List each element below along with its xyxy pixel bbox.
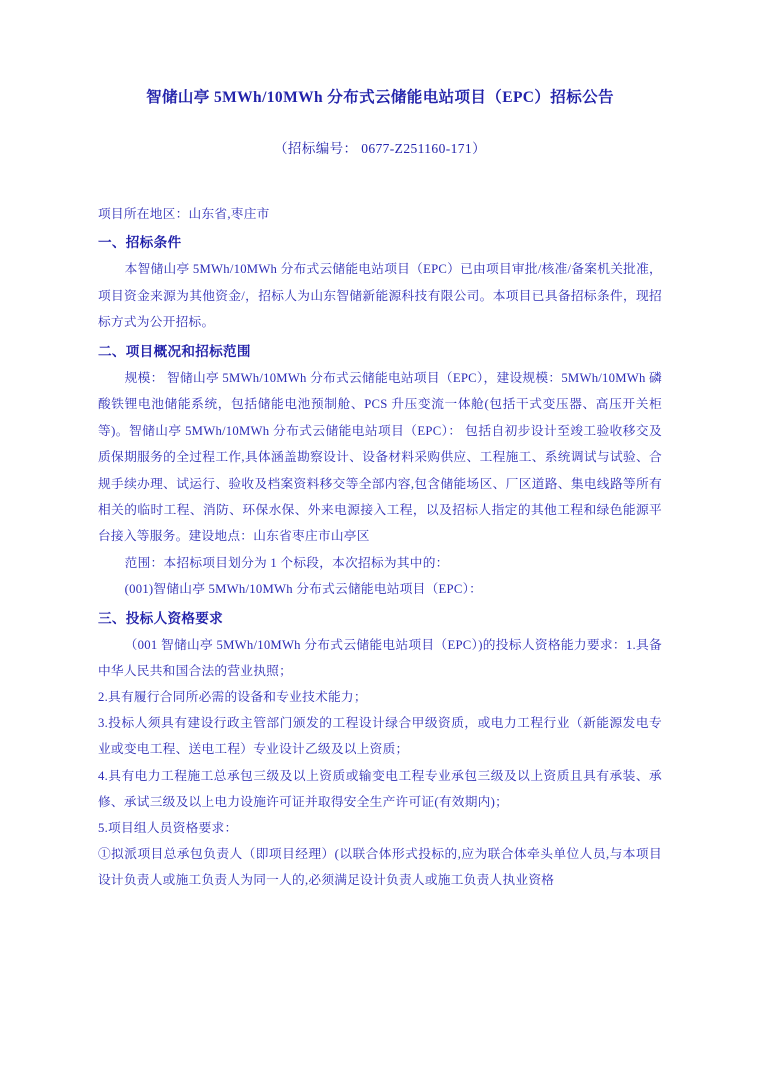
title-spacer [98, 157, 662, 201]
section-2-paragraph-2: 范围：本招标项目划分为 1 个标段，本次招标为其中的： [124, 555, 449, 570]
project-location: 项目所在地区：山东省,枣庄市 [98, 206, 270, 221]
section-3-paragraph-6: ①拟派项目总承包负责人（即项目经理）(以联合体形式投标的,应为联合体牵头单位人员,与本项目设计负责人或施工负责人为同一人的,必须满足设计负责人或施工负责人执业资格 [98, 847, 662, 888]
section-heading-3: 三、投标人资格要求 [98, 610, 224, 626]
section-3-paragraph-5: 5.项目组人员资格要求： [98, 820, 238, 835]
section-3-paragraph-3: 3.投标人须具有建设行政主管部门颁发的工程设计绿合甲级资质，或电力工程行业（新能源发电专业或变电工程、送电工程）专业设计乙级及以上资质； [98, 716, 662, 757]
section-heading-1: 一、招标条件 [98, 235, 182, 251]
section-3-paragraph-2: 2.具有履行合同所必需的设备和专业技术能力； [98, 690, 367, 705]
document-body [98, 86, 662, 893]
section-2-paragraph-1: 规模： 智储山亭 5MWh/10MWh 分布式云储能电站项目（EPC），建设规模：5MWh/10MWh 磷酸铁锂电池储能系统，包括储能电池预制舱、PCS 升压变流一体舱(包括干式变压器、高压开关柜等)。智储山亭 5MWh/10MWh 分布式云储能电站项目（EPC）： 包括自初步设计至竣工验收移交及质保期服务的全过程工作,具体涵盖勘察设计、设备材料采购供应、工程施工、系统调试与试验、合规手续办理、试运行、验收及档案资料移交等全部内容,包含储能场区、厂区道路、集电线路等所有相关的临时工程、消防、环保水保、外来电源接入工程，以及招标人指定的其他工程和绿色能源平台接入等服务。建设地点：山东省枣庄市山亭区 [98, 370, 662, 544]
section-1-paragraph-1: 本智储山亭 5MWh/10MWh 分布式云储能电站项目（EPC）已由项目审批/核准/备案机关批准，项目资金来源为其他资金/，招标人为山东智储新能源科技有限公司。本项目已具备招标条件，现招标方式为公开招标。 [98, 262, 662, 330]
tender-number: （招标编号： 0677-Z251160-171） [274, 140, 486, 156]
section-3-paragraph-4: 4.具有电力工程施工总承包三级及以上资质或输变电工程专业承包三级及以上资质且具有承装、承修、承试三级及以上电力设施许可证并取得安全生产许可证(有效期内)； [98, 768, 662, 809]
page-title: 智储山亭 5MWh/10MWh 分布式云储能电站项目（EPC）招标公告 [146, 89, 614, 106]
section-3-paragraph-1: （001 智储山亭 5MWh/10MWh 分布式云储能电站项目（EPC）)的投标人资格能力要求：1.具备中华人民共和国合法的营业执照； [98, 637, 662, 678]
section-2-paragraph-3: (001)智储山亭 5MWh/10MWh 分布式云储能电站项目（EPC）： [124, 582, 483, 597]
section-heading-2: 二、项目概况和招标范围 [98, 343, 251, 359]
